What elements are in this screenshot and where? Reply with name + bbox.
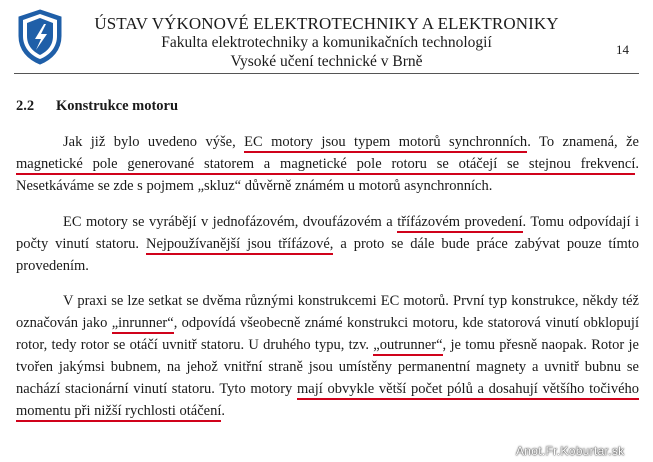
text-run: , odpovídá všeobecně známé konstrukci motoru, kde statorová vinutí obklopují rotor, tedy rotor se otáčí uvnitř statoru. U druhého typu, tzv. (16, 315, 639, 354)
highlight-underline: EC motory jsou typem motorů synchronních (244, 134, 527, 153)
page-number: 14 (616, 42, 629, 57)
watermark: Anot.Fr.Koburtar.sk (516, 444, 625, 458)
highlight-underline: Nejpoužívanější jsou třífázové, (146, 236, 333, 255)
text-run: . Tomu odpovídají i počty vinutí statoru. (16, 213, 639, 252)
university-name: Vysoké učení technické v Brně (230, 53, 423, 70)
highlight-underline: „outrunner“ (373, 337, 442, 356)
body-text (16, 132, 639, 437)
faculty-name: Fakulta elektrotechniky a komunikačních technologií (161, 34, 492, 51)
page-header (0, 14, 653, 71)
text-run: . To znamená, že (527, 134, 639, 150)
text-run: V praxi se lze setkat se dvěma různými konstrukcemi EC motorů. První typ konstrukce, někdy též označován jako (16, 293, 639, 332)
section-title: Konstrukce motoru (56, 98, 179, 114)
text-run: , je tomu přesně naopak. Rotor je tvořen jakýmsi bubnem, na jehož vnitřní straně jsou umístěny permanentní magnety a uvnitř bubnu se nachází stacionární vinutí statoru. Tyto motory (16, 337, 639, 398)
header-rule (14, 73, 639, 74)
paragraph-2 (16, 212, 639, 278)
section-number: 2.2 (16, 98, 35, 114)
highlight-underline: třífázovém provedení (397, 214, 522, 233)
highlight-underline: mají obvykle větší počet pólů a dosahují většího točivého momentu při nižší rychlosti otáčení (16, 381, 639, 422)
institute-name: ÚSTAV VÝKONOVÉ ELEKTROTECHNIKY A ELEKTRONIKY (94, 14, 559, 33)
text-run: . Nesetkáváme se zde s pojmem „skluz“ důvěrně známém u motorů asynchronních. (16, 155, 639, 194)
text-run: a proto se dále bude práce zabývat pouze tímto provedením. (16, 235, 640, 274)
highlight-underline: „inrunner“ (112, 315, 174, 334)
text-run: Jak již bylo uvedeno výše, (63, 134, 245, 150)
highlight-underline: magnetické pole generované statorem a magnetické pole rotoru se otáčejí se stejnou frekvencí (16, 156, 635, 175)
text-run: EC motory se vyrábějí v jednofázovém, dvoufázovém a (63, 213, 398, 230)
paragraph-3 (16, 291, 639, 422)
text-run: . (221, 402, 225, 419)
paragraph-1 (16, 132, 639, 198)
